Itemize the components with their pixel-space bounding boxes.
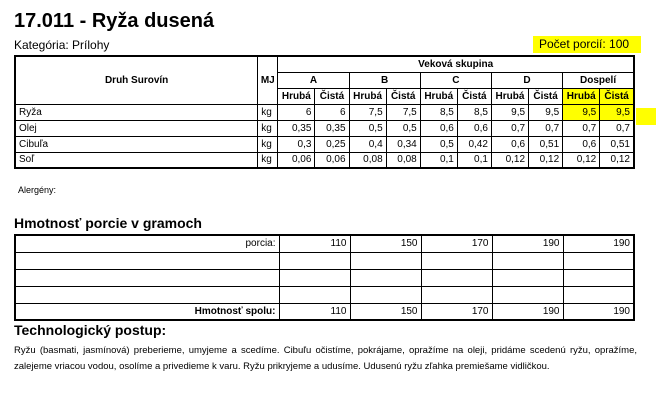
value-cell: 0,7 bbox=[563, 120, 600, 136]
ingredient-unit: kg bbox=[258, 104, 278, 120]
value-cell: 190 bbox=[563, 235, 634, 252]
sub-net: Čistá bbox=[386, 88, 420, 104]
sub-gross: Hrubá bbox=[278, 88, 315, 104]
empty-cell bbox=[421, 269, 492, 286]
empty-cell bbox=[563, 252, 634, 269]
ingredient-name: Olej bbox=[15, 120, 258, 136]
group-d-header: D bbox=[491, 72, 562, 88]
value-cell: 190 bbox=[492, 303, 563, 320]
value-cell: 0,34 bbox=[386, 136, 420, 152]
value-cell: 0,25 bbox=[315, 136, 349, 152]
table-row bbox=[15, 303, 634, 320]
value-cell: 190 bbox=[563, 303, 634, 320]
value-cell: 0,5 bbox=[386, 120, 420, 136]
empty-cell bbox=[563, 269, 634, 286]
ingredient-unit: kg bbox=[258, 136, 278, 152]
empty-cell bbox=[15, 286, 279, 303]
sub-gross-adults: Hrubá bbox=[563, 88, 600, 104]
unit-header: MJ bbox=[258, 56, 278, 104]
value-cell-highlighted: 9,5 bbox=[563, 104, 600, 120]
value-cell: 0,6 bbox=[563, 136, 600, 152]
value-cell: 0,51 bbox=[529, 136, 563, 152]
group-adults-header: Dospelí bbox=[563, 72, 634, 88]
value-cell: 0,6 bbox=[420, 120, 457, 136]
empty-cell bbox=[279, 252, 350, 269]
table-row bbox=[15, 136, 634, 152]
value-cell: 9,5 bbox=[529, 104, 563, 120]
ingredient-name: Ryža bbox=[15, 104, 258, 120]
table-row bbox=[15, 269, 634, 286]
sub-gross: Hrubá bbox=[491, 88, 528, 104]
value-cell: 0,08 bbox=[386, 152, 420, 168]
value-cell: 7,5 bbox=[349, 104, 386, 120]
value-cell: 8,5 bbox=[420, 104, 457, 120]
value-cell: 6 bbox=[278, 104, 315, 120]
ingredient-header: Druh Surovín bbox=[15, 56, 258, 104]
sub-net-adults: Čistá bbox=[600, 88, 634, 104]
allergens-label: Alergény: bbox=[18, 185, 57, 195]
value-cell: 170 bbox=[421, 303, 492, 320]
age-group-header: Veková skupina bbox=[278, 56, 634, 72]
value-cell: 0,1 bbox=[457, 152, 491, 168]
ingredient-unit: kg bbox=[258, 120, 278, 136]
value-cell: 0,42 bbox=[457, 136, 491, 152]
table-row bbox=[15, 120, 634, 136]
empty-cell bbox=[279, 286, 350, 303]
value-cell: 0,6 bbox=[457, 120, 491, 136]
ingredient-unit: kg bbox=[258, 152, 278, 168]
value-cell: 150 bbox=[350, 235, 421, 252]
empty-cell bbox=[421, 286, 492, 303]
value-cell: 9,5 bbox=[491, 104, 528, 120]
value-cell: 0,5 bbox=[349, 120, 386, 136]
ingredient-name: Soľ bbox=[15, 152, 258, 168]
empty-cell bbox=[350, 269, 421, 286]
value-cell: 110 bbox=[279, 303, 350, 320]
value-cell: 0,12 bbox=[529, 152, 563, 168]
value-cell: 190 bbox=[492, 235, 563, 252]
sub-net: Čistá bbox=[529, 88, 563, 104]
value-cell: 0,7 bbox=[491, 120, 528, 136]
table-row bbox=[15, 235, 634, 252]
value-cell: 7,5 bbox=[386, 104, 420, 120]
value-cell: 0,12 bbox=[600, 152, 634, 168]
empty-cell bbox=[15, 269, 279, 286]
value-cell: 0,3 bbox=[278, 136, 315, 152]
table-row bbox=[15, 152, 634, 168]
value-cell: 170 bbox=[421, 235, 492, 252]
value-cell: 0,08 bbox=[349, 152, 386, 168]
sub-net: Čistá bbox=[315, 88, 349, 104]
group-a-header: A bbox=[278, 72, 349, 88]
recipe-category: Kategória: Prílohy bbox=[14, 38, 110, 52]
value-cell-highlighted: 9,5 bbox=[600, 104, 634, 120]
empty-cell bbox=[350, 286, 421, 303]
sub-gross: Hrubá bbox=[420, 88, 457, 104]
empty-cell bbox=[563, 286, 634, 303]
value-cell: 0,35 bbox=[315, 120, 349, 136]
portion-label: porcia: bbox=[15, 235, 279, 252]
row-highlight-marker bbox=[636, 108, 656, 125]
ingredients-table bbox=[14, 55, 635, 169]
group-b-header: B bbox=[349, 72, 420, 88]
value-cell: 6 bbox=[315, 104, 349, 120]
weight-heading: Hmotnosť porcie v gramoch bbox=[14, 215, 202, 231]
ingredient-name: Cibuľa bbox=[15, 136, 258, 152]
sub-gross: Hrubá bbox=[349, 88, 386, 104]
value-cell: 0,51 bbox=[600, 136, 634, 152]
value-cell: 0,35 bbox=[278, 120, 315, 136]
table-row bbox=[15, 104, 634, 120]
value-cell: 0,06 bbox=[315, 152, 349, 168]
portion-count: Počet porcií: 100 bbox=[533, 36, 641, 53]
procedure-text: Ryžu (basmati, jasmínová) preberieme, umyjeme a scedíme. Cibuľu očistíme, pokrájame, opražíme na oleji, pridáme scedenú ryžu, opražíme, zalejeme vriacou vodou, osolíme a privedieme k varu. Ryžu prikryjeme a udusíme. Udusenú ryžu zľahka premiešame vidličkou. bbox=[14, 345, 637, 372]
portion-weight-table bbox=[14, 234, 635, 321]
value-cell: 0,06 bbox=[278, 152, 315, 168]
value-cell: 0,12 bbox=[491, 152, 528, 168]
value-cell: 0,1 bbox=[420, 152, 457, 168]
value-cell: 150 bbox=[350, 303, 421, 320]
value-cell: 0,5 bbox=[420, 136, 457, 152]
sub-net: Čistá bbox=[457, 88, 491, 104]
procedure-heading: Technologický postup: bbox=[14, 322, 167, 338]
empty-cell bbox=[492, 252, 563, 269]
empty-cell bbox=[492, 269, 563, 286]
value-cell: 0,6 bbox=[491, 136, 528, 152]
empty-cell bbox=[421, 252, 492, 269]
empty-cell bbox=[279, 269, 350, 286]
group-c-header: C bbox=[420, 72, 491, 88]
empty-cell bbox=[492, 286, 563, 303]
recipe-title: 17.011 - Ryža dusená bbox=[14, 10, 215, 32]
empty-cell bbox=[15, 252, 279, 269]
value-cell: 8,5 bbox=[457, 104, 491, 120]
empty-cell bbox=[350, 252, 421, 269]
value-cell: 0,4 bbox=[349, 136, 386, 152]
value-cell: 0,7 bbox=[529, 120, 563, 136]
table-row bbox=[15, 286, 634, 303]
value-cell: 0,12 bbox=[563, 152, 600, 168]
table-row bbox=[15, 252, 634, 269]
value-cell: 110 bbox=[279, 235, 350, 252]
value-cell: 0,7 bbox=[600, 120, 634, 136]
total-label: Hmotnosť spolu: bbox=[15, 303, 279, 320]
